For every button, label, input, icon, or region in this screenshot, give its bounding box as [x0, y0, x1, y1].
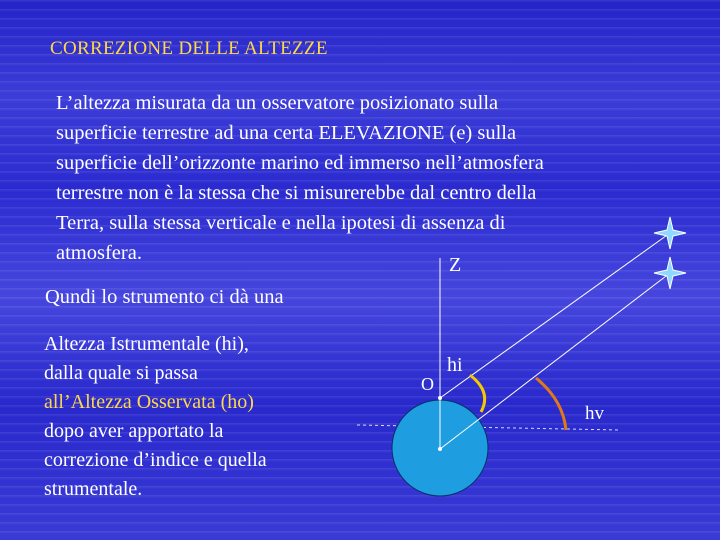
instrument-intro: Qundi lo strumento ci dà una: [45, 286, 284, 308]
star-icon: [654, 257, 686, 289]
slide-title: CORREZIONE DELLE ALTEZZE: [50, 38, 328, 59]
center-star-line: [440, 273, 670, 449]
paragraph-line: Terra, sulla stessa verticale e nella ipotesi di assenza di: [56, 212, 506, 234]
body-line: strumentale.: [44, 478, 143, 500]
zenith-label: Z: [449, 254, 462, 276]
body-line: dalla quale si passa: [44, 362, 198, 384]
body-line: dopo aver apportato la: [44, 420, 224, 442]
paragraph-line: L’altezza misurata da un osservatore posizionato sulla: [56, 92, 499, 114]
hi-arc: [470, 375, 485, 412]
paragraph-line: superficie dell’orizzonte marino ed immerso nell’atmosfera: [56, 152, 544, 174]
observer-label: O: [421, 374, 434, 394]
star-icon: [654, 217, 686, 249]
hv-arc: [536, 378, 566, 430]
hi-label: hi: [447, 354, 463, 376]
paragraph-line: atmosfera.: [56, 242, 142, 264]
observer-star-line: [440, 233, 670, 398]
hv-label: hv: [585, 403, 604, 424]
paragraph-line: terrestre non è la stessa che si misurerebbe dal centro della: [56, 182, 537, 204]
body-line-highlight: all’Altezza Osservata (ho): [44, 391, 254, 413]
paragraph-line: superficie terrestre ad una certa ELEVAZIONE (e) sulla: [56, 122, 517, 144]
body-line: correzione d’indice e quella: [44, 449, 267, 471]
body-line: Altezza Istrumentale (hi),: [44, 333, 249, 355]
